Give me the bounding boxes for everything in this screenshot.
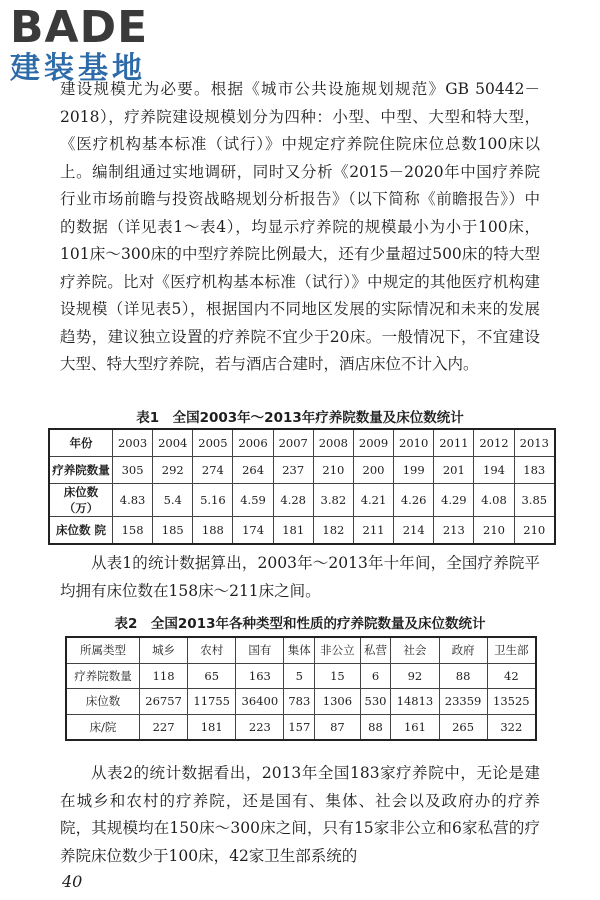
table-2-cell: 11755: [188, 689, 236, 715]
table-1-row-label: 床位数 院: [49, 517, 113, 545]
table-2-cell: 227: [140, 714, 188, 740]
table-2-header-cell: 私营: [360, 637, 391, 663]
table-1-header-cell: 2006: [233, 429, 273, 457]
table-2-cell: 15: [315, 663, 360, 689]
table-1-cell: 4.26: [394, 484, 434, 517]
table-2-cell: 223: [236, 714, 284, 740]
table-1-header-row: [49, 429, 555, 457]
page-number: 40: [62, 872, 83, 891]
table-2-cell: 23359: [439, 689, 487, 715]
table-1-cell: 274: [193, 457, 233, 484]
table-1-header-cell: 2007: [273, 429, 313, 457]
table-2-row-label: 床/院: [66, 714, 140, 740]
table-1-cell: 4.29: [434, 484, 474, 517]
table-2-cell: 265: [439, 714, 487, 740]
table-1-cell: 264: [233, 457, 273, 484]
table-1-row: [49, 457, 555, 484]
table-1-cell: 158: [113, 517, 153, 545]
table-1-cell: 182: [313, 517, 353, 545]
table-1-cell: 3.85: [514, 484, 555, 517]
table-2-row: [66, 663, 536, 689]
table-2-cell: 6: [360, 663, 391, 689]
watermark-logo: BADE: [10, 2, 149, 53]
table-2-cell: 161: [391, 714, 439, 740]
table-1-cell: 292: [153, 457, 193, 484]
table-1-cell: 181: [273, 517, 313, 545]
table-1-cell: 210: [474, 517, 514, 545]
table-2-header-cell: 社会: [391, 637, 439, 663]
table-1-cell: 237: [273, 457, 313, 484]
table-1-header-cell: 2004: [153, 429, 193, 457]
table-1-cell: 4.28: [273, 484, 313, 517]
table-1-cell: 4.59: [233, 484, 273, 517]
table-2-cell: 26757: [140, 689, 188, 715]
table-2-cell: 65: [188, 663, 236, 689]
table-1-cell: 210: [514, 517, 555, 545]
paragraph-2: 从表1的统计数据算出，2003年～2013年十年间，全国疗养院平均拥有床位数在158床～211床之间。: [60, 554, 540, 600]
table-2-header-cell: 所属类型: [66, 637, 140, 663]
table-1-cell: 305: [113, 457, 153, 484]
table-2-cell: 322: [487, 714, 536, 740]
table-2-row-label: 床位数: [66, 689, 140, 715]
table-1-row-label: 床位数（万）: [49, 484, 113, 517]
paragraph-1: 建设规模尤为必要。根据《城市公共设施规划规范》GB 50442－2018），疗养院建设规模划分为四种：小型、中型、大型和特大型，《医疗机构基本标准（试行）》中规定疗养院住院床位总数100床以上。编制组通过实地调研，同时又分析《2015－2020年中国疗养院行业市场前瞻与投资战略规划分析报告》（以下简称《前瞻报告》）中的数据（详见表1～表4），均显示疗养院的规模最小为小于100床，101床～300床的中型疗养院比例最大，还有少量超过500床的特大型疗养院。比对《医疗机构基本标准（试行）》中规定的其他医疗机构建设规模（详见表5），根据国内不同地区发展的实际情况和未来的发展趋势，建议独立设置的疗养院不宜少于20床。一般情况下，不宜建设大型、特大型疗养院，若与酒店合建时，酒店床位不计入内。: [60, 80, 540, 373]
table-1-cell: 4.08: [474, 484, 514, 517]
table-2-cell: 5: [284, 663, 315, 689]
table-1-header-cell: 2005: [193, 429, 233, 457]
table-2-header-row: [66, 637, 536, 663]
table-2-caption: 表2 全国2013年各种类型和性质的疗养院数量及床位数统计: [114, 616, 486, 632]
table-1-header-cell: 2010: [394, 429, 434, 457]
table-2: [65, 636, 537, 741]
table-1-header-cell: 2008: [313, 429, 353, 457]
table-1-cell: 211: [353, 517, 393, 545]
watermark-subtitle: 建装基地: [10, 51, 146, 86]
table-1-cell: 210: [313, 457, 353, 484]
table-2-header-cell: 卫生部: [487, 637, 536, 663]
table-1-cell: 4.83: [113, 484, 153, 517]
table-2-cell: 14813: [391, 689, 439, 715]
table-2-header-cell: 非公立: [315, 637, 360, 663]
table-2-cell: 530: [360, 689, 391, 715]
table-2-cell: 42: [487, 663, 536, 689]
table-1-cell: 4.21: [353, 484, 393, 517]
paragraph-3: 从表2的统计数据看出，2013年全国183家疗养院中，无论是建在城乡和农村的疗养院，还是国有、集体、社会以及政府办的疗养院，其规模均在150床～300床之间，只有15家非公立和6家私营的疗养院床位数少于100床，42家卫生部系统的: [60, 764, 540, 865]
table-1-row: [49, 484, 555, 517]
table-1-header-cell: 2012: [474, 429, 514, 457]
table-1-caption: 表1 全国2003年～2013年疗养院数量及床位数统计: [136, 410, 464, 426]
table-2-cell: 783: [284, 689, 315, 715]
table-2-header-cell: 农村: [188, 637, 236, 663]
table-1-header-cell: 2013: [514, 429, 555, 457]
table-2-cell: 1306: [315, 689, 360, 715]
table-2-cell: 87: [315, 714, 360, 740]
table-1-cell: 5.16: [193, 484, 233, 517]
table-2-cell: 36400: [236, 689, 284, 715]
table-1: [48, 428, 556, 545]
table-1-cell: 213: [434, 517, 474, 545]
table-1-cell: 199: [394, 457, 434, 484]
table-1-cell: 183: [514, 457, 555, 484]
table-2-cell: 118: [140, 663, 188, 689]
table-2-cell: 88: [439, 663, 487, 689]
table-2-header-cell: 国有: [236, 637, 284, 663]
table-1-header-cell: 2011: [434, 429, 474, 457]
table-1-cell: 5.4: [153, 484, 193, 517]
table-2-cell: 163: [236, 663, 284, 689]
table-2-header-cell: 政府: [439, 637, 487, 663]
table-1-cell: 185: [153, 517, 193, 545]
table-1-header-cell: 年份: [49, 429, 113, 457]
table-1-cell: 201: [434, 457, 474, 484]
table-1-header-cell: 2003: [113, 429, 153, 457]
table-1-cell: 214: [394, 517, 434, 545]
table-1-cell: 194: [474, 457, 514, 484]
table-2-row-label: 疗养院数量: [66, 663, 140, 689]
table-2-cell: 157: [284, 714, 315, 740]
table-2-cell: 92: [391, 663, 439, 689]
table-1-row: [49, 517, 555, 545]
table-2-header-cell: 城乡: [140, 637, 188, 663]
table-2-cell: 13525: [487, 689, 536, 715]
table-1-cell: 3.82: [313, 484, 353, 517]
table-2-cell: 88: [360, 714, 391, 740]
table-2-row: [66, 714, 536, 740]
table-2-cell: 181: [188, 714, 236, 740]
table-1-cell: 174: [233, 517, 273, 545]
table-2-header-cell: 集体: [284, 637, 315, 663]
table-1-cell: 188: [193, 517, 233, 545]
table-1-header-cell: 2009: [353, 429, 393, 457]
table-1-cell: 200: [353, 457, 393, 484]
table-2-row: [66, 689, 536, 715]
table-1-row-label: 疗养院数量: [49, 457, 113, 484]
